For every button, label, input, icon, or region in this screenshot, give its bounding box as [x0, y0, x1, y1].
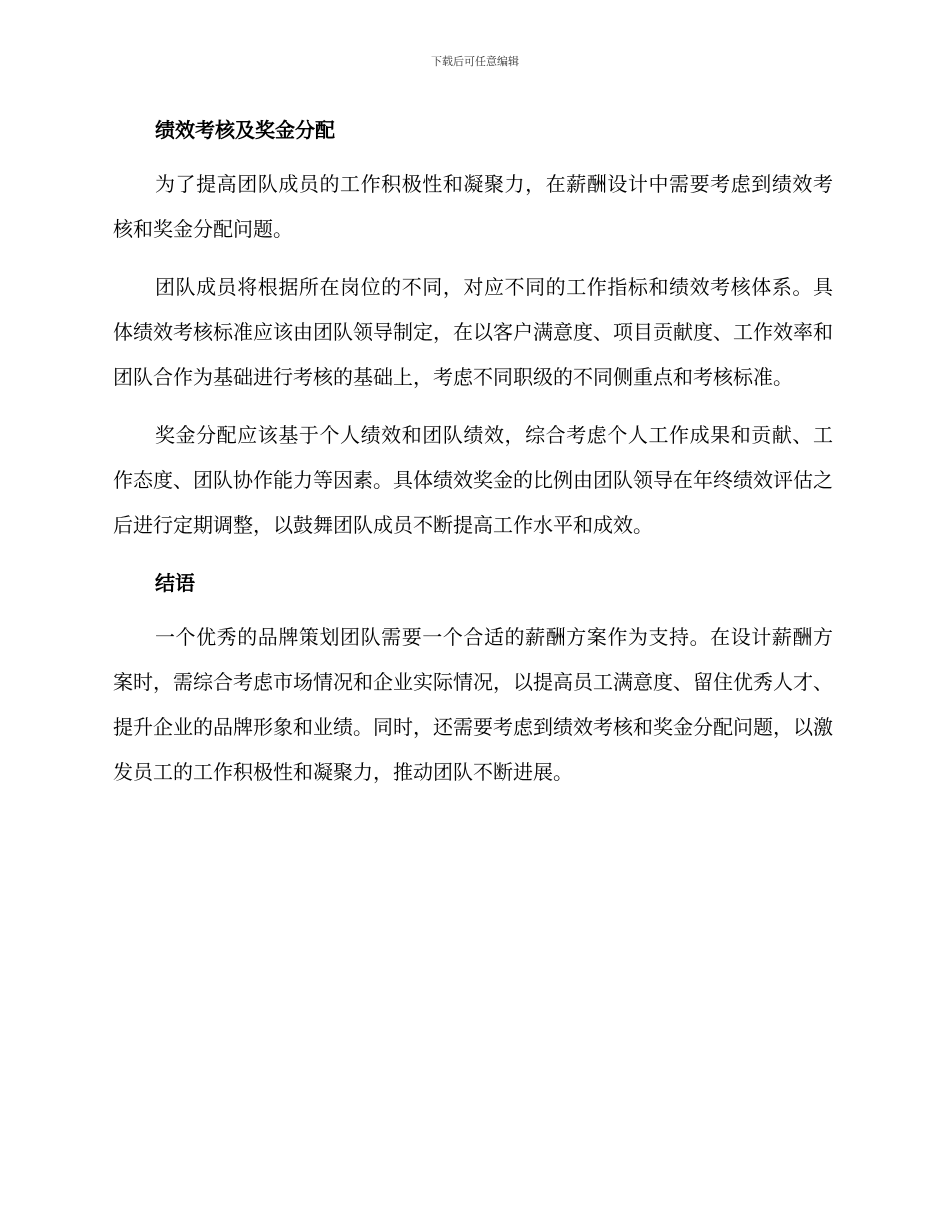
header-note: 下载后可任意编辑 — [431, 55, 519, 68]
paragraph: 一个优秀的品牌策划团队需要一个合适的薪酬方案作为支持。在设计薪酬方案时，需综合考虑市场情况和企业实际情况，以提高员工满意度、留住优秀人才、提升企业的品牌形象和业绩。同时，还需要考虑到绩效考核和奖金分配问题，以激发员工的工作积极性和凝聚力，推动团队不断进展。 — [113, 625, 833, 784]
paragraph: 为了提高团队成员的工作积极性和凝聚力，在薪酬设计中需要考虑到绩效考核和奖金分配问题。 — [113, 172, 833, 241]
paragraph: 团队成员将根据所在岗位的不同，对应不同的工作指标和绩效考核体系。具体绩效考核标准应该由团队领导制定，在以客户满意度、项目贡献度、工作效率和团队合作为基础进行考核的基础上，考虑不同职级的不同侧重点和考核标准。 — [113, 275, 833, 389]
section-heading-performance: 绩效考核及奖金分配 — [155, 118, 335, 142]
document-body — [113, 108, 833, 808]
section-heading-conclusion: 结语 — [155, 571, 195, 595]
paragraph: 奖金分配应该基于个人绩效和团队绩效，综合考虑个人工作成果和贡献、工作态度、团队协作能力等因素。具体绩效奖金的比例由团队领导在年终绩效评估之后进行定期调整，以鼓舞团队成员不断提高工作水平和成效。 — [113, 423, 833, 537]
